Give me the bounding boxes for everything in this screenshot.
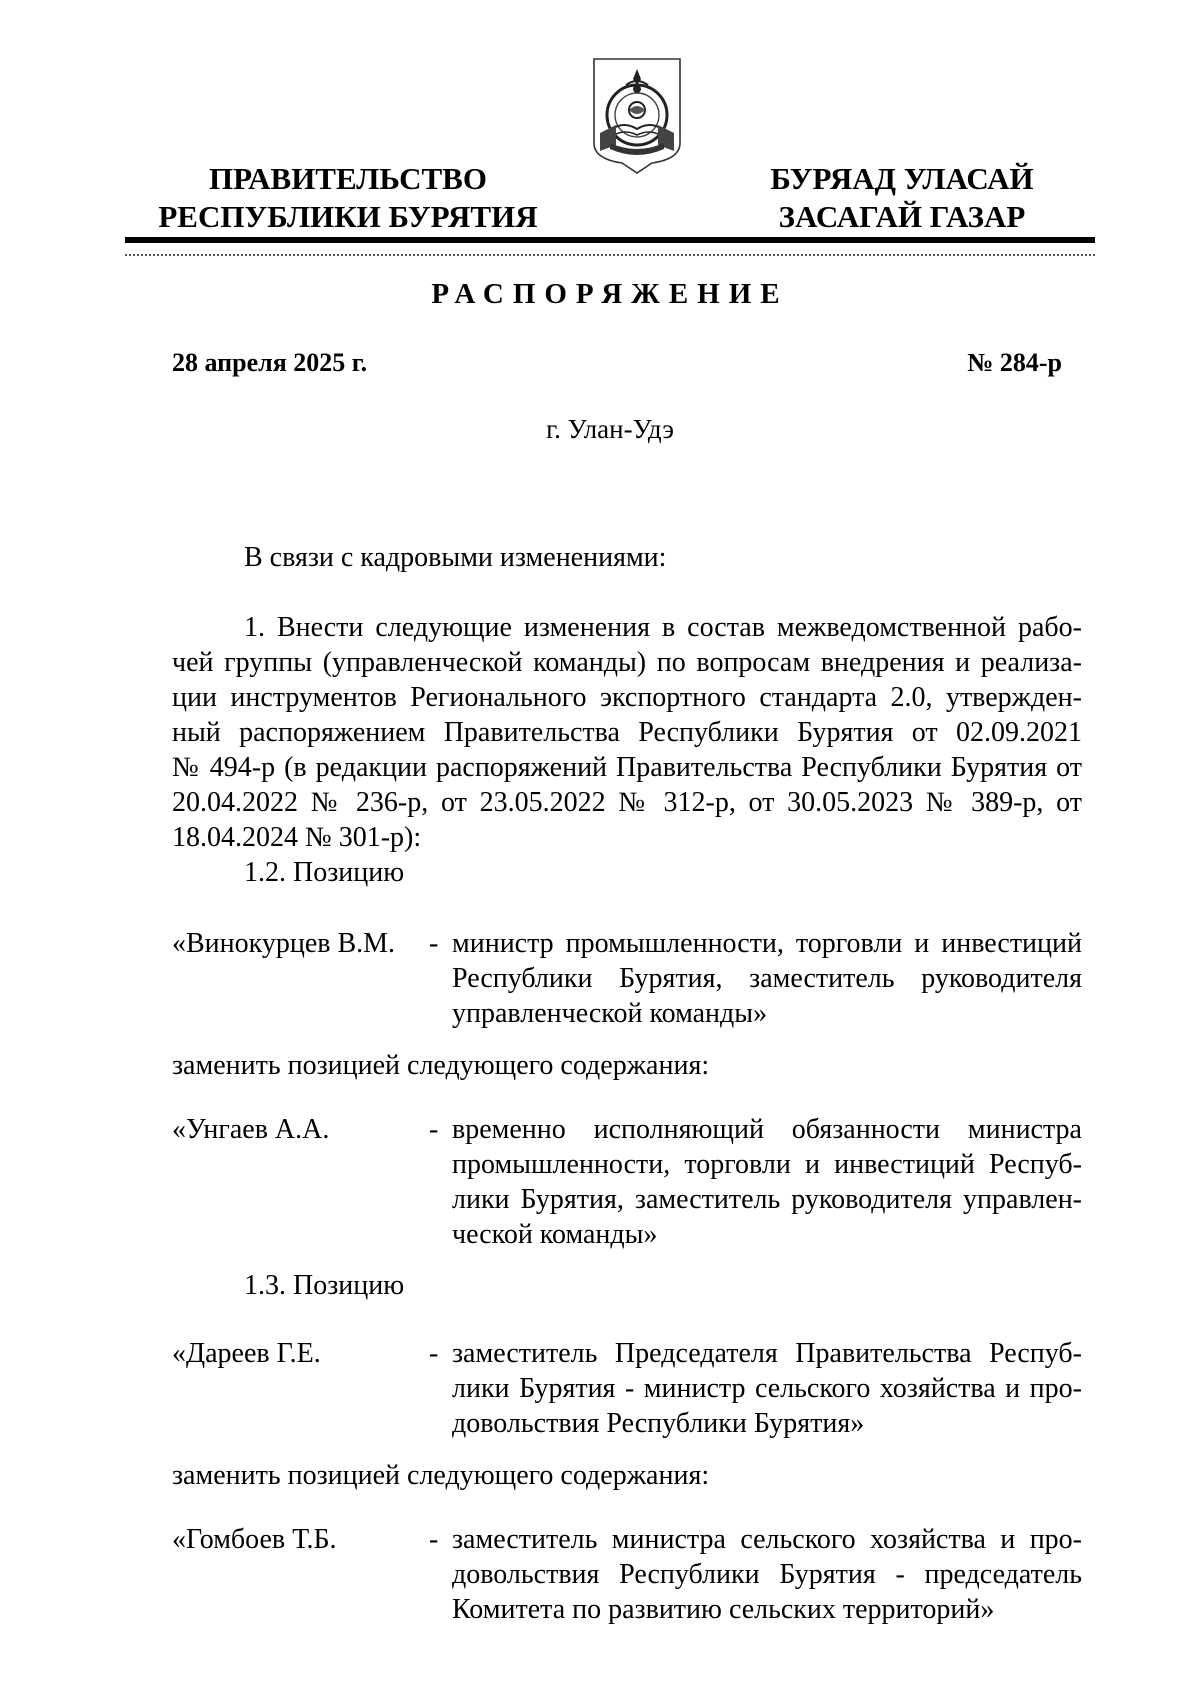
position-line: Комитета по развитию сельских территорий» <box>452 1594 995 1625</box>
position-line: ческой команды» <box>452 1219 658 1250</box>
item-1-line: 20.04.2022 № 236-р, от 23.05.2022 № 312-р, от 30.05.2023 № 389-р, от <box>172 787 1082 818</box>
position-description <box>452 926 1082 1031</box>
position-dash: - <box>429 1338 439 1369</box>
position-line: заместитель Председателя Правительства Респуб- <box>452 1338 1082 1369</box>
position-dash: - <box>429 1114 439 1145</box>
header-divider-thick <box>125 237 1095 243</box>
buryatia-coat-of-arms-icon <box>590 55 684 177</box>
position-person-name: «Гомбоев Т.Б. <box>172 1524 337 1555</box>
position-dash: - <box>429 1524 439 1555</box>
government-name-ru-line2: РЕСПУБЛИКИ БУРЯТИЯ <box>158 199 538 234</box>
item-1-2-heading: 1.2. Позицию <box>244 857 405 888</box>
item-1-line: 18.04.2024 № 301-р): <box>172 822 422 853</box>
position-old-2 <box>172 1336 1082 1476</box>
position-person-name: «Винокурцев В.М. <box>172 928 396 959</box>
position-new-2 <box>172 1522 1082 1662</box>
document-title: РАСПОРЯЖЕНИЕ <box>431 278 789 310</box>
position-line: министр промышленности, торговли и инвестиций <box>452 928 1082 959</box>
government-name-bua-line1: БУРЯАД УЛАСАЙ <box>770 161 1034 196</box>
item-1-line: ции инструментов Регионального экспортного стандарта 2.0, утвержден- <box>172 682 1082 713</box>
position-line: лики Бурятия - министр сельского хозяйства и про- <box>452 1373 1082 1404</box>
position-new-1 <box>172 1112 1082 1252</box>
position-person-name: «Унгаев А.А. <box>172 1114 330 1145</box>
item-1-line: ный распоряжением Правительства Республики Бурятия от 02.09.2021 <box>172 717 1082 748</box>
preamble: В связи с кадровыми изменениями: <box>244 542 667 573</box>
replace-phrase-1: заменить позицией следующего содержания: <box>172 1050 710 1081</box>
item-1-line: 1. Внести следующие изменения в состав межведомственной рабо- <box>244 612 1082 643</box>
position-line: лики Бурятия, заместитель руководителя управлен- <box>452 1184 1082 1215</box>
item-1-3-heading: 1.3. Позицию <box>244 1270 405 1301</box>
replace-phrase-2: заменить позицией следующего содержания: <box>172 1460 710 1491</box>
position-line: Республики Бурятия, заместитель руководителя <box>452 963 1082 994</box>
government-name-bua <box>752 160 1052 236</box>
position-line: довольствия Республики Бурятия - председатель <box>452 1559 1082 1590</box>
position-line: управленческой команды» <box>452 998 768 1029</box>
position-line: довольствия Республики Бурятия» <box>452 1408 865 1439</box>
document-number: № 284-р <box>967 348 1062 377</box>
position-line: заместитель министра сельского хозяйства и про- <box>452 1524 1082 1555</box>
position-description <box>452 1336 1082 1441</box>
item-1-line: чей группы (управленческой команды) по вопросам внедрения и реализа- <box>172 647 1082 678</box>
document-city: г. Улан-Удэ <box>546 414 674 444</box>
item-1-paragraph <box>172 610 1082 855</box>
position-description <box>452 1522 1082 1627</box>
document-date: 28 апреля 2025 г. <box>172 348 368 377</box>
position-old-1 <box>172 926 1082 1066</box>
header-divider-thin <box>125 254 1095 256</box>
government-name-ru-line1: ПРАВИТЕЛЬСТВО <box>209 161 487 196</box>
position-line: временно исполняющий обязанности министра <box>452 1114 1082 1145</box>
item-1-line: № 494-р (в редакции распоряжений Правительства Республики Бурятия от <box>172 752 1082 783</box>
position-dash: - <box>429 928 439 959</box>
position-line: промышленности, торговли и инвестиций Респуб- <box>452 1149 1082 1180</box>
government-name-bua-line2: ЗАСАГАЙ ГАЗАР <box>778 199 1026 234</box>
government-name-ru <box>158 160 538 236</box>
position-person-name: «Дареев Г.Е. <box>172 1338 321 1369</box>
position-description <box>452 1112 1082 1252</box>
